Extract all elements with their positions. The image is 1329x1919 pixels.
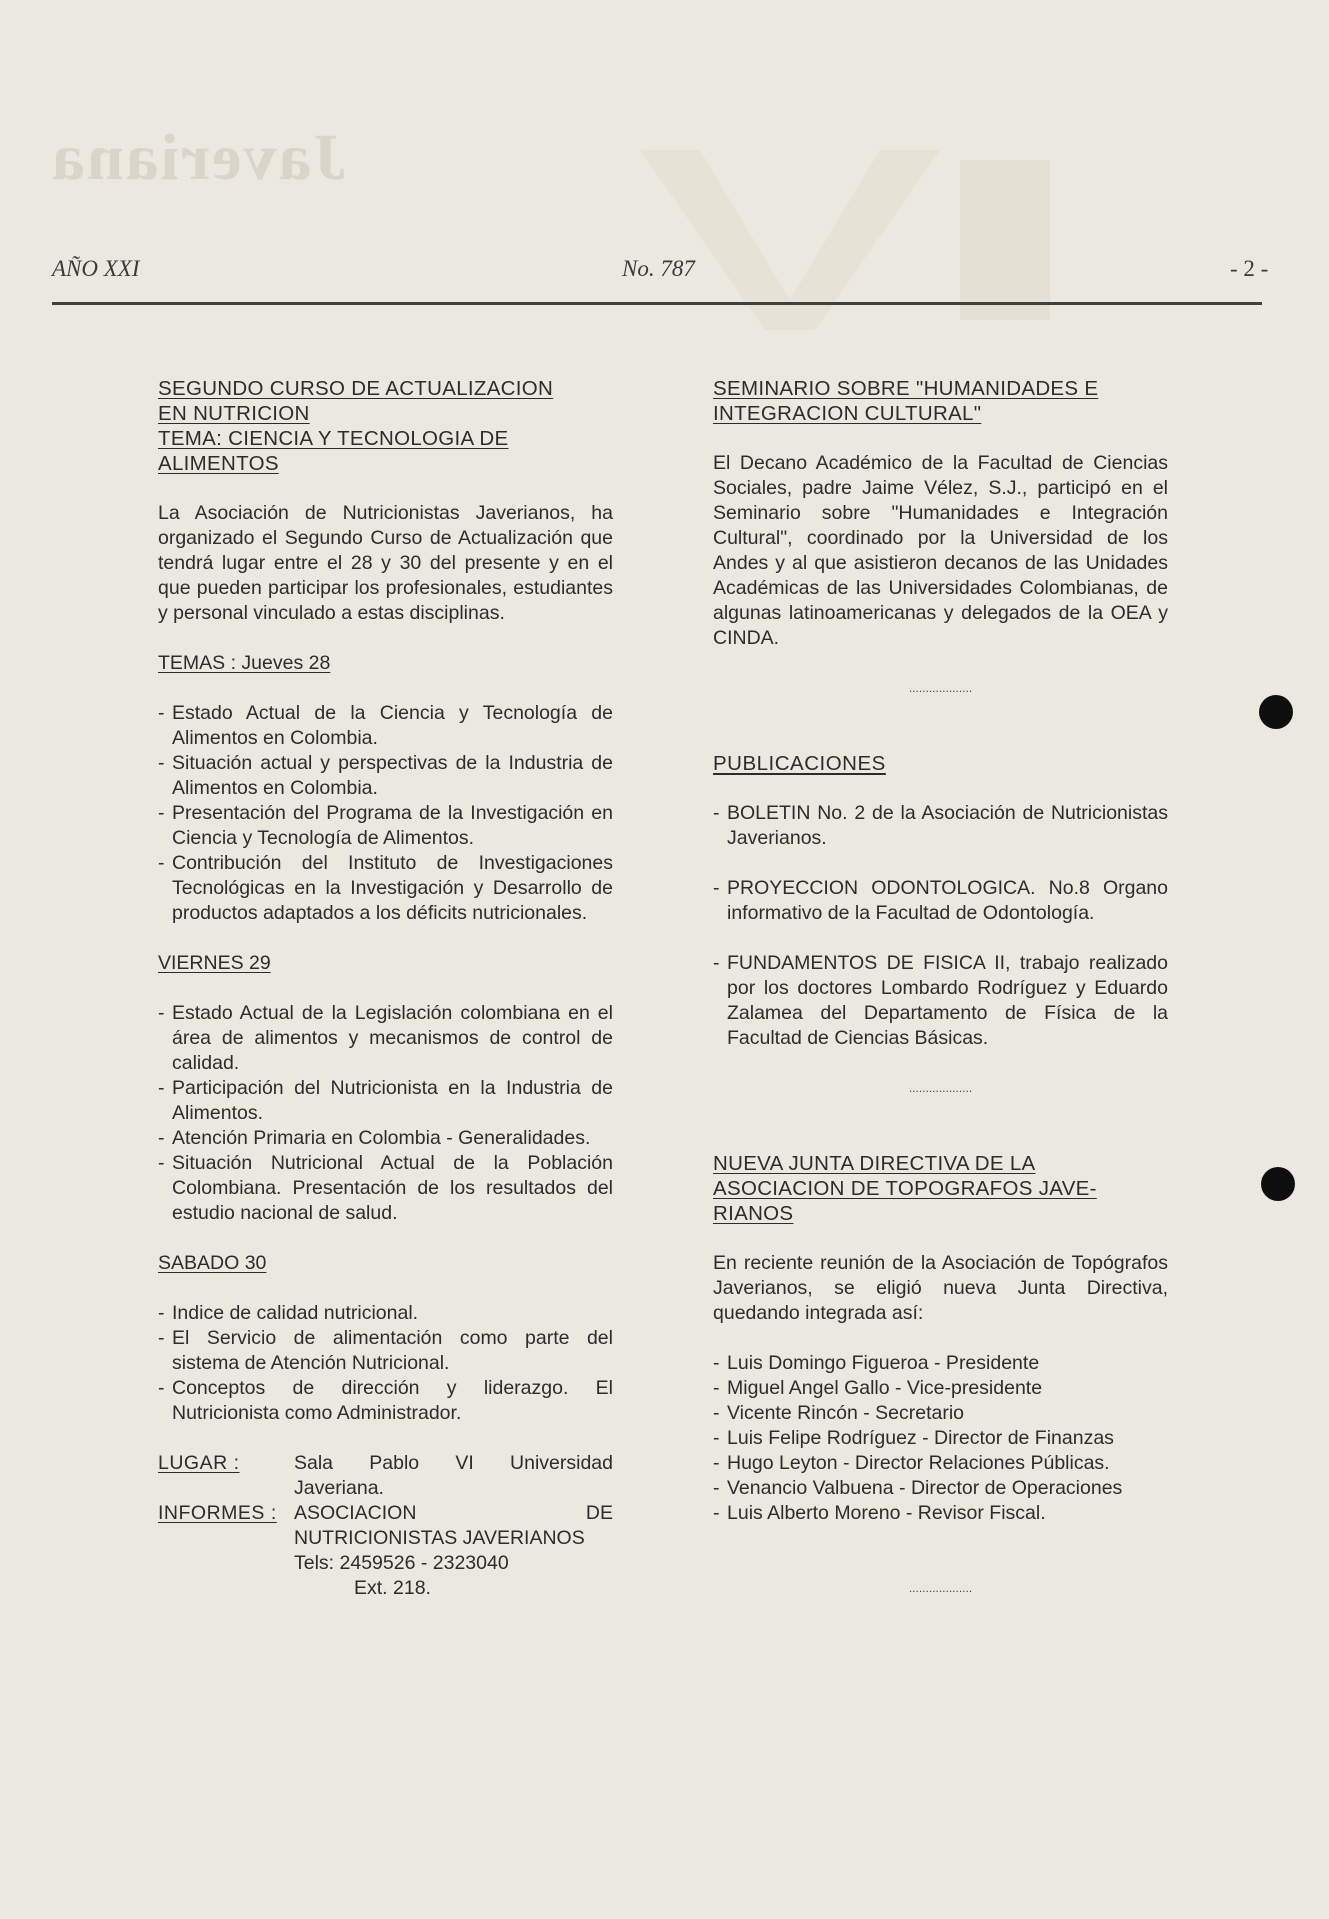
- list-item: - Presentación del Programa de la Investigación en Ciencia y Tecnología de Alimentos.: [158, 801, 613, 851]
- list-item: - Vicente Rincón - Secretario: [713, 1401, 1168, 1426]
- list-item: - Contribución del Instituto de Investigaciones Tecnológicas en la Investigación y Desarrollo de productos adaptados a los déficits nutricionales.: [158, 851, 613, 926]
- junta-title-line: RIANOS: [713, 1202, 794, 1225]
- saturday-heading: SABADO 30: [158, 1252, 267, 1274]
- event-info: [158, 1451, 613, 1601]
- punch-hole: [1259, 695, 1293, 729]
- list-item: - Miguel Angel Gallo - Vice-presidente: [713, 1376, 1168, 1401]
- informes-label: INFORMES :: [158, 1502, 277, 1524]
- course-title-line: ALIMENTOS: [158, 452, 279, 475]
- junta-title: [713, 1151, 1168, 1226]
- list-item: - Estado Actual de la Legislación colombiana en el área de alimentos y mecanismos de control de calidad.: [158, 1001, 613, 1076]
- issue-number: No. 787: [622, 256, 695, 281]
- junta-title-line: NUEVA JUNTA DIRECTIVA DE LA: [713, 1152, 1036, 1175]
- seminar-title: [713, 376, 1168, 426]
- friday-topics: [158, 1001, 613, 1226]
- publications-list: [713, 801, 1168, 1051]
- list-item: - Conceptos de dirección y liderazgo. El Nutricionista como Administrador.: [158, 1376, 613, 1426]
- friday-heading: VIERNES 29: [158, 952, 271, 974]
- list-item: - Luis Felipe Rodríguez - Director de Finanzas: [713, 1426, 1168, 1451]
- list-item: - Participación del Nutricionista en la Industria de Alimentos.: [158, 1076, 613, 1126]
- thursday-heading: TEMAS : Jueves 28: [158, 652, 331, 674]
- junta-intro: En reciente reunión de la Asociación de Topógrafos Javerianos, se eligió nueva Junta Directiva, quedando integrada así:: [713, 1252, 1168, 1324]
- course-title: [158, 376, 613, 476]
- course-title-line: SEGUNDO CURSO DE ACTUALIZACION: [158, 377, 554, 400]
- section-separator: ...................: [908, 1081, 973, 1095]
- section-separator: ...................: [908, 681, 973, 695]
- list-item: - Atención Primaria en Colombia - Generalidades.: [158, 1126, 613, 1151]
- informes-phones: Tels: 2459526 - 2323040: [294, 1552, 509, 1574]
- header-rule: [52, 302, 1262, 305]
- list-item: - FUNDAMENTOS DE FISICA II, trabajo realizado por los doctores Lombardo Rodríguez y Eduardo Zalamea del Departamento de Física de la Facultad de Ciencias Básicas.: [713, 951, 1168, 1051]
- course-title-line: EN NUTRICION: [158, 402, 310, 425]
- course-title-line: TEMA: CIENCIA Y TECNOLOGIA DE: [158, 427, 509, 450]
- issue-year: AÑO XXI: [52, 256, 140, 281]
- list-item: - BOLETIN No. 2 de la Asociación de Nutricionistas Javerianos.: [713, 801, 1168, 851]
- course-intro: La Asociación de Nutricionistas Javerianos, ha organizado el Segundo Curso de Actualización que tendrá lugar entre el 28 y 30 del presente y en el que pueden participar los profesionales, estudiantes y personal vinculado a estas disciplinas.: [158, 502, 613, 624]
- seminar-title-line: INTEGRACION CULTURAL": [713, 402, 982, 425]
- list-item: - PROYECCION ODONTOLOGICA. No.8 Organo informativo de la Facultad de Odontología.: [713, 876, 1168, 926]
- list-item: - Situación actual y perspectivas de la Industria de Alimentos en Colombia.: [158, 751, 613, 801]
- list-item: - Hugo Leyton - Director Relaciones Públicas.: [713, 1451, 1168, 1476]
- list-item: - Situación Nutricional Actual de la Población Colombiana. Presentación de los resultados del estudio nacional de salud.: [158, 1151, 613, 1226]
- publications-heading: PUBLICACIONES: [713, 752, 886, 775]
- informes-org: ASOCIACION DE NUTRICIONISTAS JAVERIANOS: [294, 1502, 613, 1549]
- page-number: - 2 -: [1230, 256, 1269, 281]
- list-item: - Estado Actual de la Ciencia y Tecnología de Alimentos en Colombia.: [158, 701, 613, 751]
- informes-extension: Ext. 218.: [354, 1577, 431, 1599]
- right-column: [713, 376, 1168, 1601]
- list-item: - Venancio Valbuena - Director de Operaciones: [713, 1476, 1168, 1501]
- lugar-value: Sala Pablo VI Universidad Javeriana.: [294, 1452, 613, 1499]
- seminar-title-line: SEMINARIO SOBRE "HUMANIDADES E: [713, 377, 1099, 400]
- list-item: - Luis Alberto Moreno - Revisor Fiscal.: [713, 1501, 1168, 1526]
- seminar-text: El Decano Académico de la Facultad de Ciencias Sociales, padre Jaime Vélez, S.J., participó en el Seminario sobre "Humanidades e Integración Cultural", coordinado por la Universidad de los Andes y al que asistieron decanos de las Unidades Académicas de las Universidades Colombianas, de algunas latinoamericanas y delegados de la OEA y CINDA.: [713, 452, 1168, 649]
- show-through-masthead: Javeriana: [50, 121, 347, 194]
- left-column: [158, 376, 613, 1601]
- junta-members: [713, 1351, 1168, 1526]
- junta-title-line: ASOCIACION DE TOPOGRAFOS JAVE-: [713, 1177, 1097, 1200]
- punch-hole: [1261, 1167, 1295, 1201]
- list-item: - Luis Domingo Figueroa - Presidente: [713, 1351, 1168, 1376]
- lugar-label: LUGAR :: [158, 1452, 240, 1474]
- section-separator: ...................: [908, 1581, 973, 1595]
- list-item: - El Servicio de alimentación como parte del sistema de Atención Nutricional.: [158, 1326, 613, 1376]
- thursday-topics: [158, 701, 613, 926]
- saturday-topics: [158, 1301, 613, 1426]
- list-item: - Indice de calidad nutricional.: [158, 1301, 613, 1326]
